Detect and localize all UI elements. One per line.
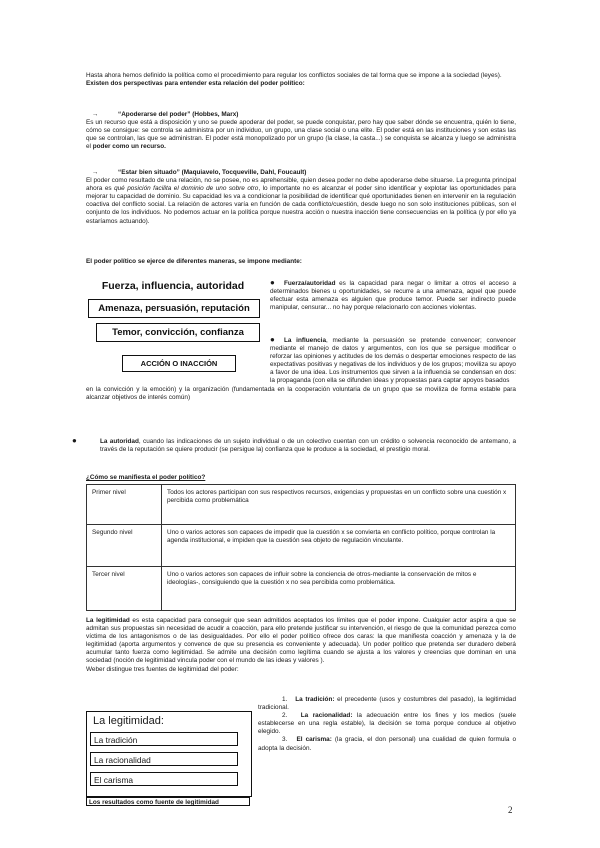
table-row <box>87 485 516 525</box>
legitimacy-diagram <box>86 711 252 797</box>
perspective-1-title: “Apoderarse del poder” (Hobbes, Marx) <box>118 111 239 118</box>
fuerza-body: es la capacidad para negar o limitar a otros el acceso a determinados bienes u oportunidades, se recurre a una amenaza, aquel que puede efectuar esta amenaza es alguien que produce temor. Puede ser indirecto puede manipular, censurar... no hay porque relacionarlo con acciones violentas. <box>270 280 516 312</box>
page-number: 2 <box>508 805 513 815</box>
weber-line: Weber distingue tres fuentes de legitimidad del poder: <box>86 665 239 673</box>
legitimacy-diagram-title: La legitimidad: <box>93 715 164 727</box>
perspective-1 <box>86 111 516 151</box>
bullet-icon: ● <box>270 335 275 344</box>
bullet-influencia-text <box>270 336 516 386</box>
legitimacy-body: es esta capacidad para conseguir que sean admitidos aceptados los límites que el poder impone. Cualquier actor aspira a que se admitan sus propuestas sin necesidad de acudir a coacción, para ello pretende justificar su intervención, el riesgo de que la comunidad perezca como víctima de los antagonismos o de las desigualdades. Por ello el poder político ofrece dos caras: la que manifiesta coacción y amenaza y la de legitimidad (aporta argumentos y convence de que su presencia es conveniente y adecuada). Un poder político que pretenda ser duradero deberá acumular tanto fuerza como legitimidad. Se admite una decisión como legítima cuando se ajusta a los valores y creencias que dominan en una sociedad (noción de legitimidad vincula poder con el mundo de las ideas y valores ). <box>86 617 516 665</box>
perspective-1-title-line <box>86 111 516 119</box>
perspective-2 <box>86 169 516 226</box>
pyramid-row-3: Temor, convicción, confianza <box>96 323 260 342</box>
fuerza-title: Fuerza/autoridad <box>284 280 336 287</box>
intro-paragraph: Hasta ahora hemos definido la política como el procedimiento para regular los conflictos sociales de tal forma que se impone a la sociedad (leyes). <box>86 72 502 79</box>
autoridad-title: La autoridad <box>100 438 139 445</box>
source-text: la adecuación entre los fines y los medios (suele establecerse en una regla estable), la decisión se toma porque conduce al objetivo elegido. <box>258 712 517 736</box>
source-text: (la gracia, el don personal) una cualidad de quien formula o adopta la decisión. <box>258 736 516 752</box>
table-cell-text: Uno o varios actores son capaces de influir sobre la conciencia de otros-mediante la conservación de mitos e ideologías-, consiguiendo que la cuestión x no sea percibida como problemática. <box>162 567 516 611</box>
legitimacy-title: La legitimidad <box>86 617 130 624</box>
source-number: 1. <box>282 696 288 703</box>
perspective-2-title-line <box>86 169 516 177</box>
bullet-influencia-continuation: en la convicción y la emoción) y la organización (fundamentada en la cooperación voluntaria de un grupo que se moviliza de forma estable para alcanzar objetivos de interés común) <box>86 386 516 402</box>
source-number: 2. <box>282 712 288 720</box>
pyramid-row-1: Fuerza, influencia, autoridad <box>88 278 258 295</box>
list-item <box>258 696 516 712</box>
perspective-2-body-b: , lo importante no es alcanzar el poder sino identificar y explotar las oportunidades para mejorar tu capacidad de dominio. Su capacidad les va a condicionar la posibilidad de identificar qué oportunidades tienen en intervenir en la regulación coactiva del conflicto social. La relación de actores varía en función de cada conflicto/cuestión, desde luego no son solo instituciones públicas, son el conjunto de los individuos. No podemos actuar en la política porque nuestra acción o nuestra inacción tiene consecuencias en la política (y por ello ya estaríamos actuando). <box>86 185 516 225</box>
legitimacy-sources <box>258 696 516 753</box>
bullet-autoridad-text <box>72 436 516 454</box>
power-pyramid-diagram <box>86 277 268 385</box>
legitimacy-box-tradicion: La tradición <box>90 732 238 746</box>
manifest-heading: ¿Cómo se manifiesta el poder político? <box>86 474 206 481</box>
perspective-1-body: Es un recurso que está a disposición y uno se puede apoderar del poder, se puede conquistar, pero hay que saber dónde se encuentra, quién lo tiene, cómo se consigue: se controla se administra por un individuo, un grupo, una clase social o una elite. El poder está en las instituciones y son estas las que se controlan, las que se administran. El poder está monopolizado por un grupo (la clase, la casta...) se conquista se alcanza y luego se administra el <box>86 119 516 151</box>
influencia-title: La influencia <box>284 337 326 344</box>
autoridad-body: , cuando las indicaciones de un sujeto individual o de un colectivo cuentan con un crédito o solvencia reconocido de antemano, a través de la reputación se quiere producir (se persigue la) confianza que le produce a la sociedad, el prestigio moral. <box>100 438 516 454</box>
legitimacy-diagram-footer: Los resultados como fuente de legitimidad <box>86 797 250 806</box>
manifest-table <box>86 484 516 611</box>
perspectives-heading: Existen dos perspectivas para entender esta relación del poder político: <box>86 80 305 88</box>
perspective-2-italic: qué posición facilita el dominio de uno sobre otro <box>114 185 259 193</box>
ways-section <box>86 258 516 266</box>
legitimacy-paragraph <box>86 617 516 666</box>
legitimacy-box-carisma: El carisma <box>90 772 238 786</box>
pyramid-row-2: Amenaza, persuasión, reputación <box>88 299 260 318</box>
table-cell-label: Tercer nivel <box>87 567 162 611</box>
arrow-icon: → <box>92 169 99 176</box>
source-number: 3. <box>282 736 288 744</box>
source-title: La racionalidad: <box>300 712 353 720</box>
bullet-fuerza <box>270 279 516 312</box>
legitimacy-box-racionalidad: La racionalidad <box>90 752 238 766</box>
table-cell-label: Primer nivel <box>87 485 162 525</box>
arrow-icon: → <box>92 111 99 118</box>
source-title: El carisma: <box>296 736 332 744</box>
bullet-influencia <box>270 336 516 386</box>
table-cell-text: Uno o varios actores son capaces de impedir que la cuestión x se convierta en conflicto político, porque controlan la agenda institucional, e impiden que la cuestión sea objeto de regulación vinculante. <box>162 525 516 567</box>
perspective-2-text <box>86 177 516 226</box>
perspective-1-text <box>86 119 516 151</box>
bullet-icon: ● <box>72 436 77 445</box>
perspective-2-body-a: El poder como resultado de una relación, no se posee, no es aprehensible, quien desea poder no debe apoderarse debe situarse. La pregunta principal ahora es <box>86 177 516 193</box>
bullet-fuerza-text <box>270 279 516 312</box>
source-text: el precedente (usos y costumbres del pasado), la legitimidad tradicional. <box>258 696 516 712</box>
table-cell-label: Segundo nivel <box>87 525 162 567</box>
ways-heading: El poder político se ejerce de diferentes maneras, se impone mediante: <box>86 258 302 265</box>
intro-section <box>86 72 516 88</box>
perspective-2-title: “Estar bien situado” (Maquiavelo, Tocqueville, Dahl, Foucault) <box>118 169 307 176</box>
source-title: La tradición: <box>295 696 335 703</box>
table-cell-text: Todos los actores participan con sus respectivos recursos, exigencias y propuestas en un conflicto sobre una cuestión x percibida como problemática <box>162 485 516 525</box>
table-row <box>87 525 516 567</box>
manifest-section <box>86 474 516 482</box>
list-item <box>258 712 516 736</box>
legitimacy-section <box>86 617 516 674</box>
list-item <box>258 736 516 752</box>
bullet-icon: ● <box>270 278 275 287</box>
bullet-autoridad <box>72 436 516 454</box>
perspective-1-bold: poder como un recurso. <box>92 143 166 151</box>
table-row <box>87 567 516 611</box>
influencia-body: , mediante la persuasión se pretende convencer; convencer mediante el manejo de datos y argumentos, con los que se persigue modificar o reforzar las opiniones y actitudes de los demás o despertar emociones respecto de las expectativas positivas y negativas de los individuos y de los grupos; moviliza su apoyo a favor de una idea. Los instrumentos que sirven a la influencia se condensan en dos: la propaganda (con ella se difunden ideas y propuestas para captar apoyos basados <box>270 337 516 385</box>
pyramid-row-4: ACCIÓN O INACCIÓN <box>122 355 236 372</box>
